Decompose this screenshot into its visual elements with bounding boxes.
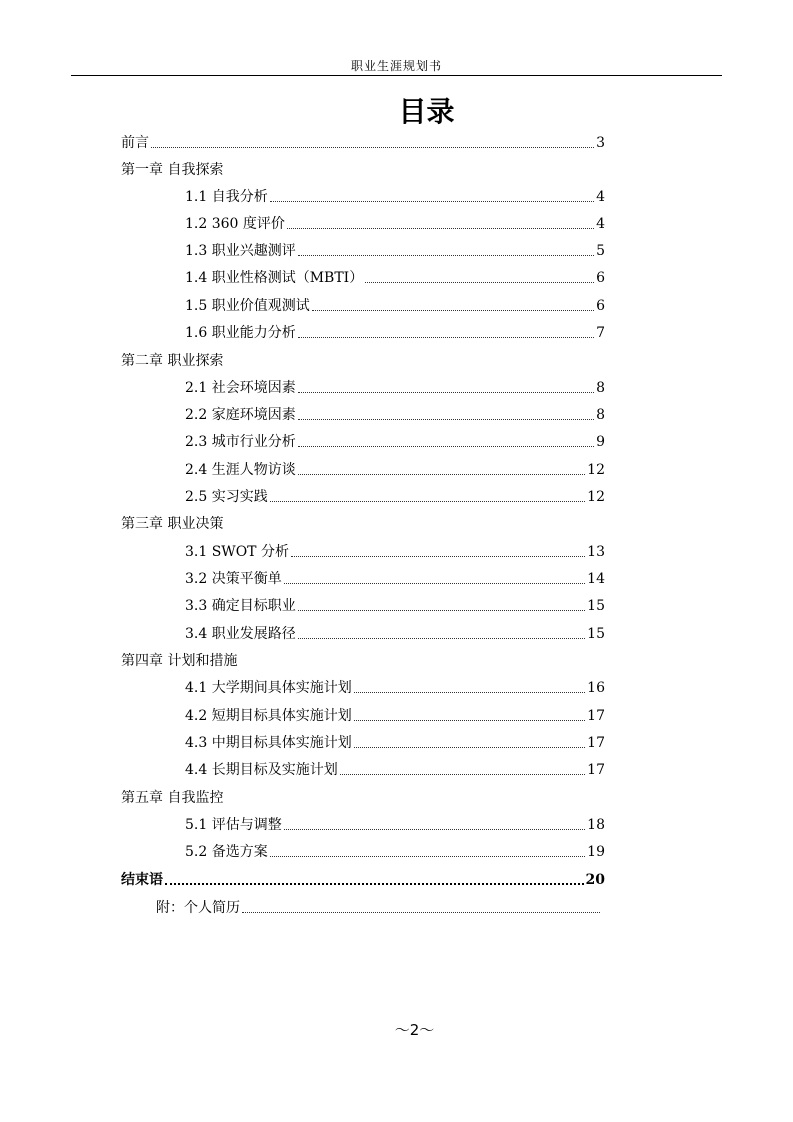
toc-page-number: 14 — [587, 571, 605, 587]
toc-page-number: 7 — [596, 325, 605, 341]
toc-entry-4-3[interactable] — [185, 733, 605, 753]
toc-entry-1-1[interactable] — [185, 187, 605, 207]
toc-leader — [354, 719, 585, 721]
toc-page-number: 4 — [596, 189, 605, 205]
toc-entry-label: 4.1 大学期间具体实施计划 — [185, 680, 352, 696]
toc-entry-label: 1.6 职业能力分析 — [185, 325, 296, 341]
toc-entry-label: 1.2 360 度评价 — [185, 216, 285, 232]
toc-entry-2-5[interactable] — [185, 487, 605, 507]
toc-entry-label: 4.3 中期目标具体实施计划 — [185, 735, 352, 751]
toc-leader — [312, 309, 594, 311]
toc-page-number: 3 — [596, 135, 605, 151]
toc-entry-3-4[interactable] — [185, 624, 605, 644]
toc-entry-label: 5.1 评估与调整 — [185, 817, 282, 833]
toc-entry-label: 2.5 实习实践 — [185, 489, 268, 505]
toc-leader — [291, 555, 585, 557]
toc-entry-2-1[interactable] — [185, 378, 605, 398]
toc-entry-1-6[interactable] — [185, 323, 605, 343]
toc-page-number: 4 — [596, 216, 605, 232]
toc-leader — [298, 445, 594, 447]
toc-page-number: 18 — [587, 817, 605, 833]
toc-page-number: 12 — [587, 489, 605, 505]
toc-entry-label: 3.4 职业发展路径 — [185, 626, 296, 642]
toc-leader — [284, 828, 585, 830]
toc-leader — [298, 637, 585, 639]
toc-entry-label: 2.1 社会环境因素 — [185, 380, 296, 396]
toc-page-number: 8 — [596, 407, 605, 423]
toc-entry-label: 1.4 职业性格测试（MBTI） — [185, 270, 364, 286]
toc-entry-label: 4.4 长期目标及实施计划 — [185, 762, 338, 778]
toc-leader — [365, 281, 594, 283]
toc-chapter-1[interactable]: 第一章 自我探索 — [121, 162, 224, 178]
toc-entry-2-4[interactable] — [185, 460, 605, 480]
toc-page-number: 13 — [587, 544, 605, 560]
toc-leader — [270, 500, 585, 502]
toc-entry-label: 5.2 备选方案 — [185, 844, 268, 860]
page-number-footer: ～2～ — [394, 1021, 435, 1039]
toc-chapter-3[interactable]: 第三章 职业决策 — [121, 516, 224, 532]
toc-entry-label: 2.2 家庭环境因素 — [185, 407, 296, 423]
toc-page-number: 15 — [587, 626, 605, 642]
toc-page-number: 12 — [587, 462, 605, 478]
toc-entry-label: 3.1 SWOT 分析 — [185, 544, 289, 560]
toc-leader — [151, 146, 594, 148]
toc-page-number: 6 — [596, 298, 605, 314]
toc-chapter-2[interactable]: 第二章 职业探索 — [121, 353, 224, 369]
toc-leader — [284, 582, 585, 584]
toc-page-number: 6 — [596, 270, 605, 286]
toc-page-number: 17 — [587, 762, 605, 778]
toc-entry-foreword[interactable] — [121, 133, 605, 153]
toc-entry-3-3[interactable] — [185, 596, 605, 616]
toc-entry-appendix[interactable] — [156, 898, 602, 918]
toc-page-number: 9 — [596, 434, 605, 450]
toc-entry-label: 附：个人简历 — [156, 900, 240, 916]
toc-page-number: 19 — [587, 844, 605, 860]
toc-leader — [298, 254, 594, 256]
toc-entry-2-3[interactable] — [185, 432, 605, 452]
toc-entry-3-1[interactable] — [185, 542, 605, 562]
toc-leader — [298, 336, 594, 338]
toc-entry-2-2[interactable] — [185, 405, 605, 425]
toc-entry-4-4[interactable] — [185, 760, 605, 780]
toc-entry-1-5[interactable] — [185, 296, 605, 316]
toc-page-number: 8 — [596, 380, 605, 396]
toc-entry-label: 2.4 生涯人物访谈 — [185, 462, 296, 478]
toc-entry-1-2[interactable] — [185, 214, 605, 234]
toc-entry-5-1[interactable] — [185, 815, 605, 835]
toc-entry-5-2[interactable] — [185, 842, 605, 862]
toc-leader — [270, 200, 594, 202]
toc-entry-label: 结束语 — [121, 872, 163, 888]
toc-entry-label: 3.3 确定目标职业 — [185, 598, 296, 614]
toc-leader — [354, 746, 585, 748]
toc-entry-1-3[interactable] — [185, 241, 605, 261]
toc-title: 目录 — [398, 95, 455, 128]
toc-leader — [298, 418, 594, 420]
toc-page-number: 16 — [587, 680, 605, 696]
toc-entry-3-2[interactable] — [185, 569, 605, 589]
toc-entry-conclusion[interactable] — [121, 870, 605, 890]
toc-entry-label: 3.2 决策平衡单 — [185, 571, 282, 587]
toc-leader — [298, 391, 594, 393]
toc-leader — [287, 227, 594, 229]
toc-entry-label: 4.2 短期目标具体实施计划 — [185, 708, 352, 724]
toc-leader — [242, 911, 600, 913]
header-divider — [71, 75, 722, 76]
toc-chapter-5[interactable]: 第五章 自我监控 — [121, 790, 224, 806]
toc-entry-label: 1.1 自我分析 — [185, 189, 268, 205]
toc-page-number: 5 — [596, 243, 605, 259]
toc-leader — [340, 773, 585, 775]
toc-entry-4-2[interactable] — [185, 706, 605, 726]
toc-entry-label: 1.5 职业价值观测试 — [185, 298, 310, 314]
toc-entry-4-1[interactable] — [185, 678, 605, 698]
running-header: 职业生涯规划书 — [350, 59, 442, 73]
toc-leader — [270, 855, 585, 857]
toc-leader — [298, 473, 585, 475]
toc-entry-1-4[interactable] — [185, 268, 605, 288]
toc-leader — [298, 609, 585, 611]
toc-page-number: 17 — [587, 735, 605, 751]
toc-page-number: 15 — [587, 598, 605, 614]
toc-entry-label: 1.3 职业兴趣测评 — [185, 243, 296, 259]
toc-entry-label: 2.3 城市行业分析 — [185, 434, 296, 450]
toc-chapter-4[interactable]: 第四章 计划和措施 — [121, 653, 238, 669]
toc-leader — [354, 691, 585, 693]
toc-page-number: 20 — [585, 872, 605, 888]
toc-leader — [165, 882, 584, 885]
toc-entry-label: 前言 — [121, 135, 149, 151]
toc-page-number: 17 — [587, 708, 605, 724]
